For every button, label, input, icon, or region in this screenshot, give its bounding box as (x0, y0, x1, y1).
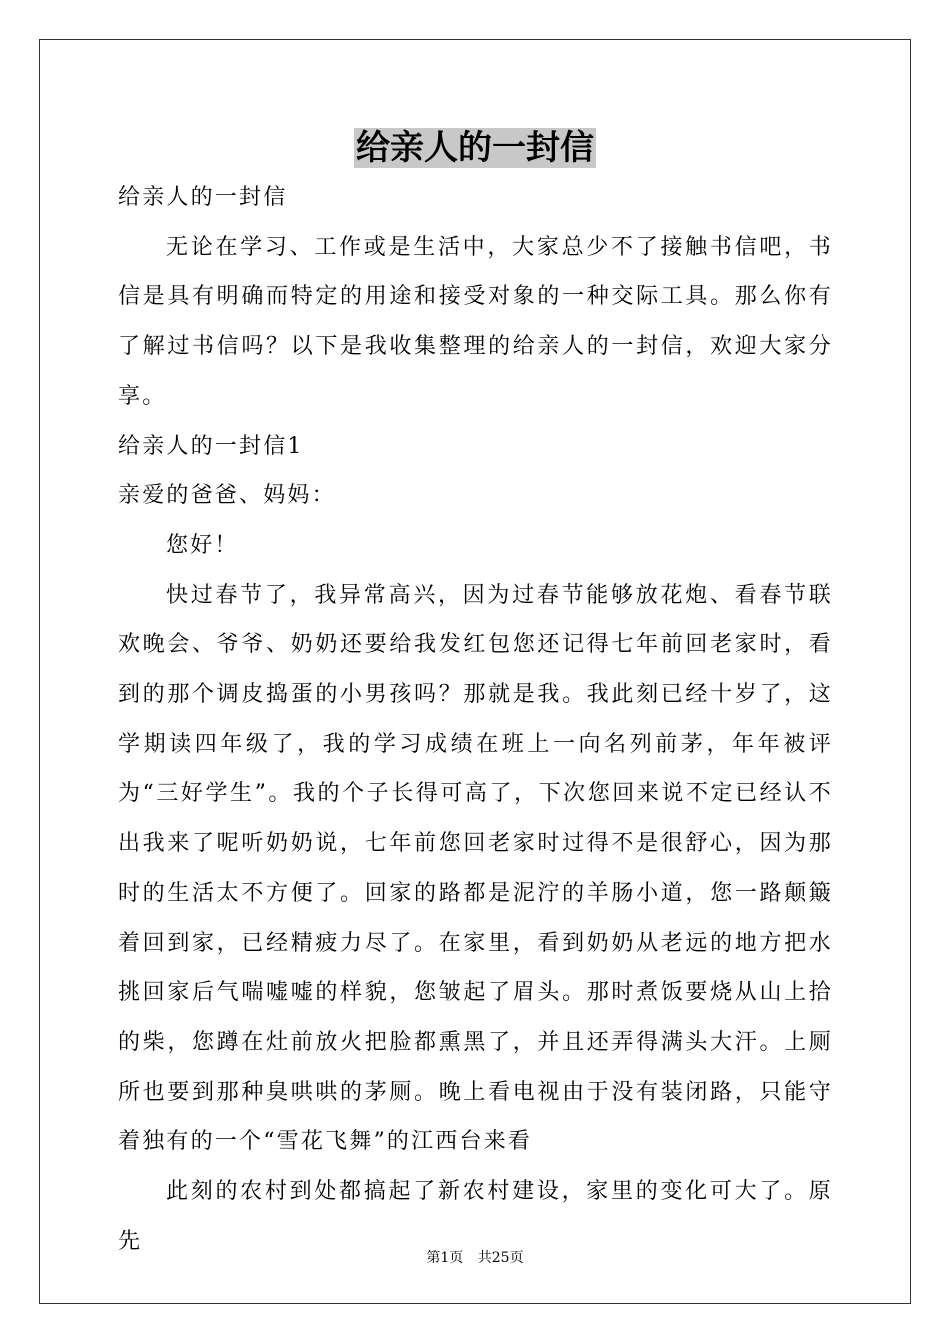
document-title (0, 124, 950, 172)
page-number: 第1页 (426, 1250, 464, 1266)
paragraph-letter-continued: 此刻的农村到处都搞起了新农村建设，家里的变化可大了。原先 (118, 1179, 833, 1254)
paragraph-salutation: 亲爱的爸爸、妈妈： (118, 483, 336, 509)
page-total: 共25页 (477, 1250, 524, 1266)
paragraph-subheading: 给亲人的一封信1 (118, 433, 304, 459)
paragraph-letter-body: 快过春节了，我异常高兴，因为过春节能够放花炮、看春节联欢晚会、爷爷、奶奶还要给我发红包您还记得七年前回老家时，看到的那个调皮捣蛋的小男孩吗？那就是我。我此刻已经十岁了，这学期读四年级了，我的学习成绩在班上一向名列前茅，年年被评为“三好学生”。我的个子长得可高了，下次您回来说不定已经认不出我来了呢听奶奶说，七年前您回老家时过得不是很舒心，因为那时的生活太不方便了。回家的路都是泥泞的羊肠小道，您一路颠簸着回到家，已经精疲力尽了。在家里，看到奶奶从老远的地方把水挑回家后气喘嘘嘘的样貌，您皱起了眉头。那时煮饭要烧从山上拾的柴，您蹲在灶前放火把脸都熏黑了，并且还弄得满头大汗。上厕所也要到那种臭哄哄的茅厕。晚上看电视由于没有装闭路，只能守着独有的一个“雪花飞舞”的江西台来看 (118, 582, 833, 1155)
paragraph-greeting: 您好！ (166, 532, 239, 558)
paragraph-heading: 给亲人的一封信 (118, 185, 288, 210)
document-title-text: 给亲人的一封信 (356, 128, 594, 168)
document-body (118, 173, 833, 1266)
page-footer (0, 1248, 950, 1268)
paragraph-intro: 无论在学习、工作或是生活中，大家总少不了接触书信吧，书信是具有明确而特定的用途和接受对象的一种交际工具。那么你有了解过书信吗？以下是我收集整理的给亲人的一封信，欢迎大家分享。 (118, 234, 833, 409)
